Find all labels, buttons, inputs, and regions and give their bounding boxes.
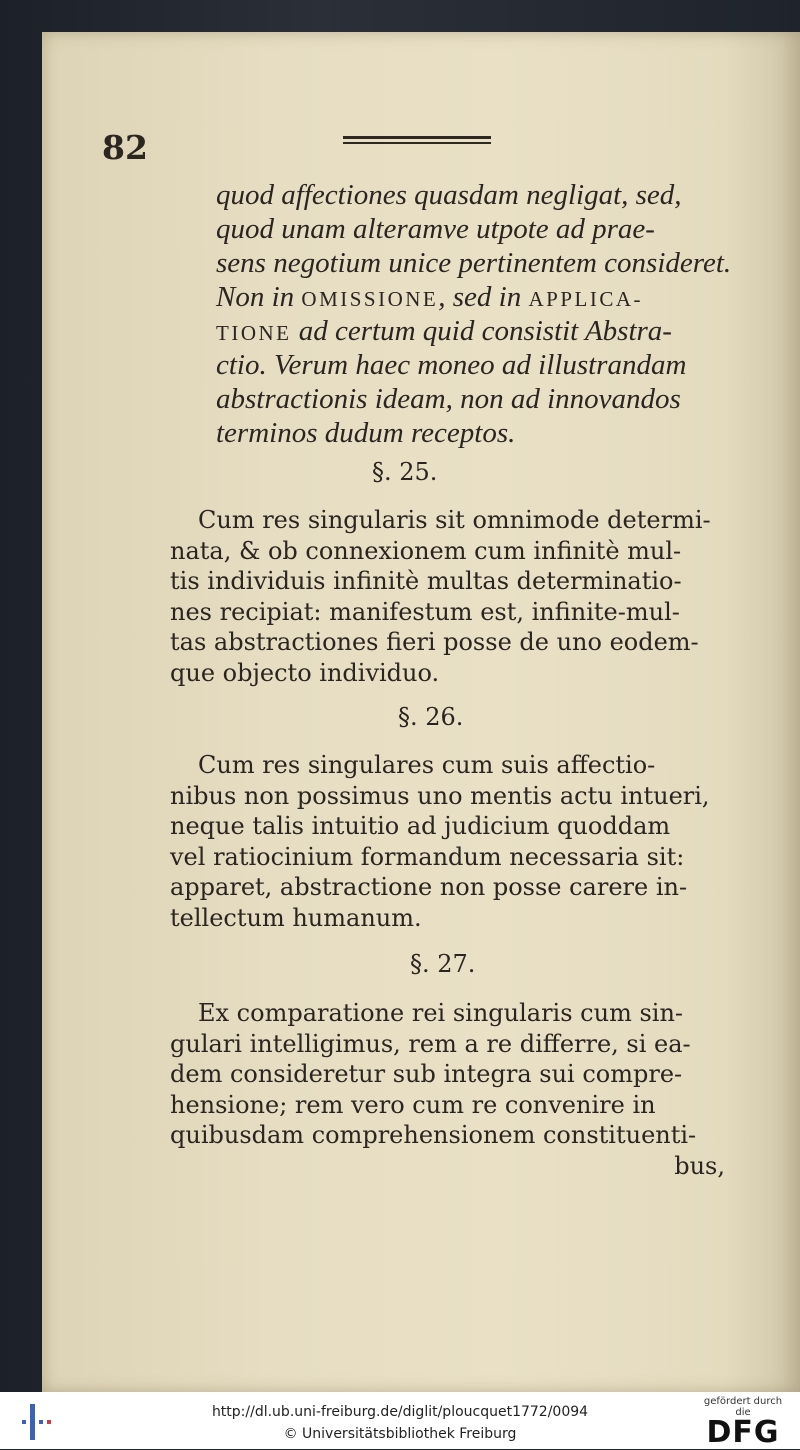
text-line: hensione; rem vero cum re convenire in — [170, 1090, 656, 1119]
text-line: dem consideretur sub integra sui compre- — [170, 1060, 683, 1088]
section-heading: §. 25. — [372, 458, 438, 486]
text-line: tas abstractiones fieri posse de uno eodem- — [170, 628, 699, 656]
dfg-logo[interactable] — [698, 1396, 788, 1448]
text-line: que objecto individuo. — [170, 658, 440, 687]
viewer-footer — [0, 1392, 800, 1449]
text-line: Cum res singulares cum suis affectio- — [198, 751, 656, 779]
catchword: bus, — [674, 1151, 725, 1180]
section-heading: §. 26. — [398, 703, 464, 731]
italic-paragraph — [216, 178, 731, 450]
page-number: 82 — [102, 128, 148, 167]
text-line: Cum res singularis sit omnimode determi- — [198, 506, 711, 534]
text-line: tis individuis infinitè multas determinatio- — [170, 567, 682, 595]
text-line: neque talis intuitio ad judicium quoddam — [170, 812, 671, 840]
text-line: quod affectiones quasdam negligat, sed, — [216, 179, 682, 211]
small-caps-term: APPLICA- — [528, 287, 643, 311]
text-line: apparet, abstractione non posse carere in- — [170, 873, 688, 901]
text-run: ad certum quid consistit Abstra- — [291, 315, 672, 347]
text-line: quibusdam comprehensionem constituenti- — [170, 1121, 697, 1149]
small-caps-term: OMISSIONE — [301, 287, 439, 311]
text-line: tellectum humanum. — [170, 903, 422, 932]
source-url-link[interactable]: http://dl.ub.uni-freiburg.de/diglit/ploucquet1772/0094 — [211, 1404, 589, 1420]
text-line: sens negotium unice pertinentem consideret. — [216, 247, 732, 279]
text-run: Non in — [216, 281, 302, 313]
text-line: Ex comparatione rei singularis cum sin- — [198, 999, 684, 1027]
text-line: ctio. Verum haec moneo ad illustrandam — [216, 349, 687, 381]
dfg-caption: gefördert durch die — [703, 1396, 783, 1418]
text-line: vel ratiocinium formandum necessaria sit: — [170, 842, 685, 871]
text-line: nes recipiat: manifestum est, infinite-mul- — [170, 597, 680, 626]
copyright-text: © Universitätsbibliothek Freiburg — [283, 1426, 517, 1442]
section-heading: §. 27. — [410, 950, 476, 978]
text-line — [216, 280, 731, 314]
paragraph-27 — [170, 998, 725, 1181]
text-line: abstractionis ideam, non ad innovandos — [216, 383, 681, 415]
text-line: terminos dudum receptos. — [216, 417, 516, 449]
text-line: quod unam alteramve utpote ad prae- — [216, 213, 655, 245]
text-line: nibus non possimus uno mentis actu intueri, — [170, 781, 710, 810]
header-rule — [343, 136, 491, 150]
paragraph-25 — [170, 505, 711, 688]
small-caps-term: TIONE — [216, 321, 292, 345]
text-run: , sed in — [438, 281, 529, 313]
text-line: gulari intelligimus, rem a re differre, si ea- — [170, 1029, 691, 1058]
dfg-logo-text: DFG — [706, 1415, 780, 1450]
text-line: nata, & ob connexionem cum infinitè mul- — [170, 536, 682, 565]
text-line — [216, 314, 731, 348]
paragraph-26 — [170, 750, 710, 933]
